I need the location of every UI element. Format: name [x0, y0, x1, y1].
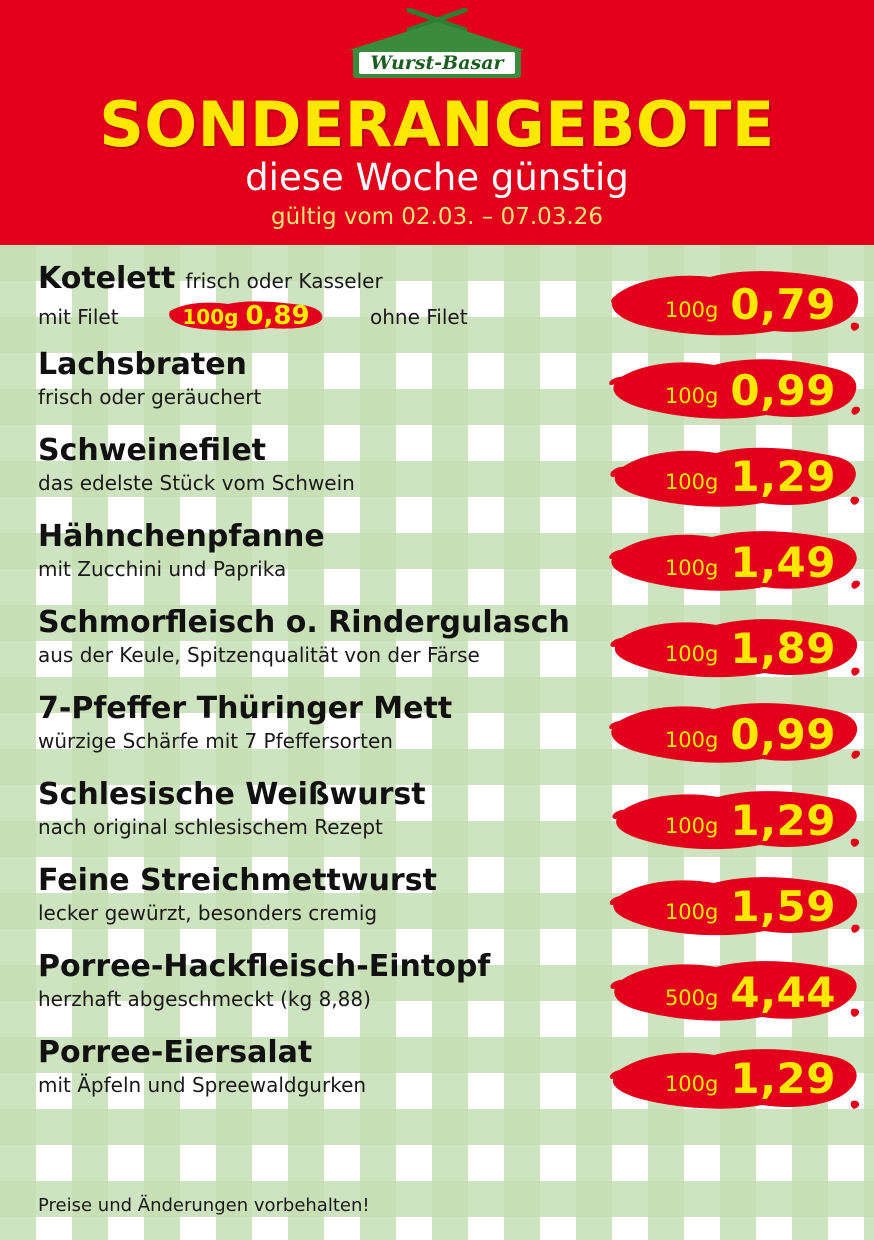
price-unit: 100g: [664, 298, 719, 322]
item-description: lecker gewürzt, besonders cremig: [38, 901, 378, 925]
price-value: 1,49: [730, 537, 836, 587]
list-item: [0, 605, 874, 691]
price-unit: 100g: [664, 900, 719, 924]
logo-text: Wurst-Basar: [370, 52, 504, 74]
item-name: Porree-Hackfleisch-Eintopf: [38, 949, 491, 984]
offers-list: [0, 245, 874, 1121]
price-badge: [606, 1039, 862, 1117]
item-text: [38, 347, 598, 410]
item-text: [38, 691, 598, 754]
price-value: 1,29: [730, 795, 836, 845]
offers-area: [0, 245, 874, 1240]
price-unit: 100g: [664, 728, 719, 752]
price-value: 1,29: [730, 451, 836, 501]
price-value: 1,89: [730, 623, 836, 673]
price-badge: [606, 867, 862, 945]
price-value: 1,29: [730, 1053, 836, 1103]
item-text: [38, 519, 598, 582]
item-text: [38, 433, 598, 496]
item-text: [38, 605, 598, 668]
list-item: [0, 261, 874, 347]
secondary-price-badge: [166, 299, 326, 333]
price-unit: 100g: [664, 814, 719, 838]
list-item: [0, 863, 874, 949]
price-unit: 100g: [664, 384, 719, 408]
footnote: Preise und Änderungen vorbehalten!: [38, 1195, 370, 1216]
item-description: nach original schlesischem Rezept: [38, 815, 383, 839]
item-text: [38, 863, 598, 926]
price-unit: 100g: [664, 470, 719, 494]
variant-right-label: ohne Filet: [370, 305, 468, 329]
validity-period: gültig vom 02.03. – 07.03.26: [271, 204, 603, 230]
item-name: Porree-Eiersalat: [38, 1035, 313, 1070]
price-badge: [606, 437, 862, 515]
price-value: 0,99: [730, 365, 836, 415]
item-text: [38, 1035, 598, 1098]
item-name: Schlesische Weißwurst: [38, 777, 426, 812]
page-subtitle: diese Woche günstig: [245, 156, 629, 199]
list-item: [0, 1035, 874, 1121]
item-text: [38, 949, 598, 1012]
price-value: 0,99: [730, 709, 836, 759]
price-badge: [606, 695, 862, 773]
item-description: frisch oder geräuchert: [38, 385, 262, 409]
poster-header: [0, 0, 874, 245]
price-badge: [606, 953, 862, 1031]
item-description: aus der Keule, Spitzenqualität von der Färse: [38, 643, 480, 667]
secondary-price-unit: 100g: [182, 305, 239, 329]
wurst-basar-logo: [337, 0, 537, 80]
price-value: 1,59: [730, 881, 836, 931]
price-badge: [606, 265, 862, 343]
secondary-price-value: 0,89: [245, 301, 310, 331]
item-description: würzige Schärfe mit 7 Pfeffersorten: [38, 729, 393, 753]
price-value: 4,44: [730, 967, 836, 1017]
item-name: Hähnchenpfanne: [38, 519, 325, 554]
price-badge: [606, 781, 862, 859]
item-name: Schmorfleisch o. Rindergulasch: [38, 605, 570, 640]
item-text: [38, 777, 598, 840]
item-description: mit Zucchini und Paprika: [38, 557, 287, 581]
item-name: Schweinefilet: [38, 433, 267, 468]
price-badge: [606, 351, 862, 429]
price-badge: [606, 523, 862, 601]
variant-left-label: mit Filet: [38, 305, 119, 329]
list-item: [0, 347, 874, 433]
list-item: [0, 949, 874, 1035]
price-unit: 100g: [664, 642, 719, 666]
item-name: Lachsbraten: [38, 347, 247, 382]
page-title: SONDERANGEBOTE: [99, 88, 775, 161]
item-name: Kotelett: [38, 261, 176, 296]
item-name: Feine Streichmettwurst: [38, 863, 437, 898]
list-item: [0, 777, 874, 863]
price-unit: 500g: [664, 986, 719, 1010]
price-unit: 100g: [664, 1072, 719, 1096]
list-item: [0, 433, 874, 519]
item-text: [38, 261, 598, 333]
price-value: 0,79: [730, 279, 836, 329]
item-description: herzhaft abgeschmeckt (kg 8,88): [38, 987, 371, 1011]
item-description: das edelste Stück vom Schwein: [38, 471, 355, 495]
item-name-extra: frisch oder Kasseler: [185, 269, 383, 293]
item-name: 7-Pfeffer Thüringer Mett: [38, 691, 453, 726]
list-item: [0, 691, 874, 777]
price-unit: 100g: [664, 556, 719, 580]
item-description: mit Äpfeln und Spreewaldgurken: [38, 1073, 367, 1097]
price-badge: [606, 609, 862, 687]
list-item: [0, 519, 874, 605]
